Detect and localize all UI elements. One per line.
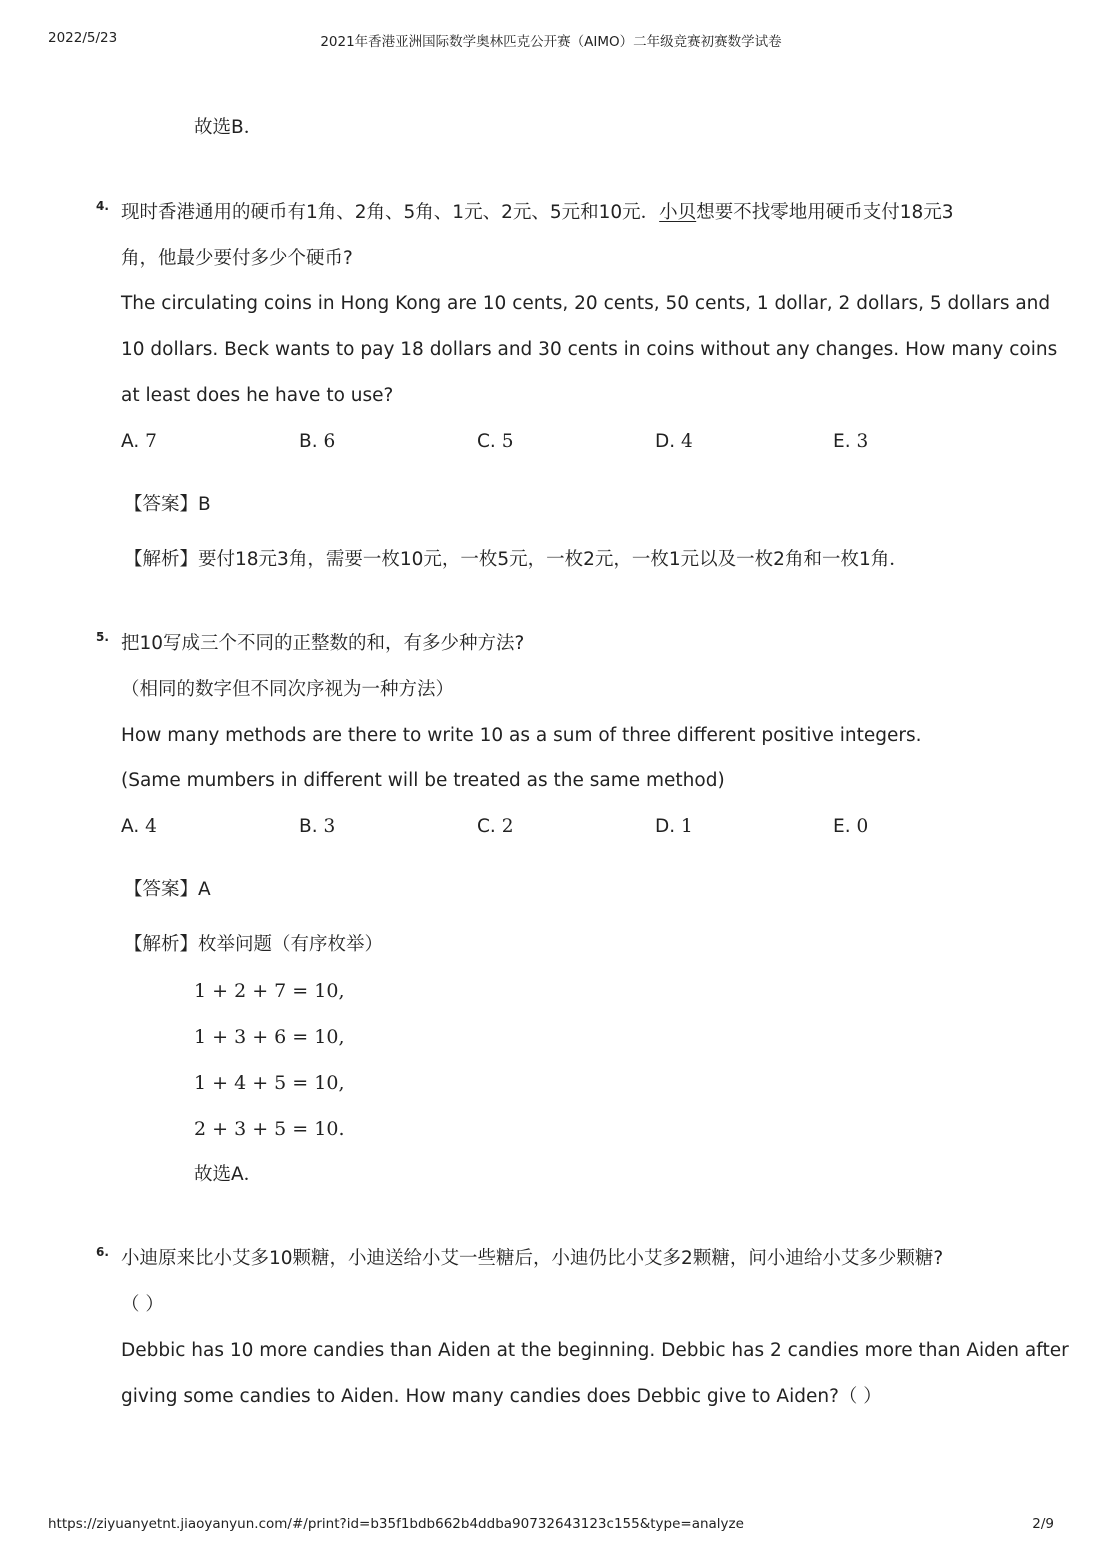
q5-en-line2: (Same mumbers in different will be treated as the same method) <box>121 770 725 791</box>
prev-conclusion: 故选B． <box>194 117 263 138</box>
q4-en-line2: 10 dollars. Beck wants to pay 18 dollars and 30 cents in coins without any changes. How many coins <box>121 339 1058 360</box>
answer-label: 【答案】 <box>124 879 199 900</box>
document-title: 2021年香港亚洲国际数学奥林匹克公开赛（AIMO）二年级竞赛初赛数学试卷 <box>320 34 782 50</box>
q4-en-line1: The circulating coins in Hong Kong are 10 cents, 20 cents, 50 cents, 1 dollar, 2 dollars, 5 dollars and <box>121 293 1051 314</box>
question-number: 6. <box>96 1245 109 1259</box>
q5-zh-line2: （相同的数字但不同次序视为一种方法） <box>121 679 455 700</box>
q6-en-line1: Debbic has 10 more candies than Aiden at the beginning. Debbic has 2 candies more than Aiden after <box>121 1340 1069 1361</box>
q4-zh-line1 <box>121 201 954 225</box>
q4-option: A. 7 <box>121 431 157 452</box>
q4-analysis <box>124 548 908 572</box>
q4-zh-line1-a: 现时香港通用的硬币有1角、2角、5角、1元、2元、5元和10元． <box>121 202 660 223</box>
equation: 1 + 4 + 5 = 10, <box>194 1072 345 1094</box>
analysis-text: 枚举问题（有序枚举） <box>198 934 384 955</box>
page-number: 2/9 <box>1032 1516 1054 1532</box>
q5-answer <box>124 878 211 902</box>
q4-option: B. 6 <box>299 431 336 452</box>
page-url: https://ziyuanyetnt.jiaoyanyun.com/#/print?id=b35f1bdb662b4ddba90732643123c155&type=analyze <box>48 1516 744 1532</box>
q4-answer <box>124 493 211 517</box>
q6-en-line2: giving some candies to Aiden. How many candies does Debbic give to Aiden?（ ） <box>121 1386 882 1407</box>
q5-option: D. 1 <box>655 816 693 837</box>
q5-en-line1: How many methods are there to write 10 as a sum of three different positive integers. <box>121 725 922 746</box>
answer-label: 【答案】 <box>124 494 199 515</box>
analysis-label: 【解析】 <box>124 549 199 570</box>
q4-zh-line1-b: 想要不找零地用硬币支付18元3 <box>696 202 954 223</box>
q5-option: E. 0 <box>833 816 869 837</box>
equation: 1 + 2 + 7 = 10, <box>194 980 345 1002</box>
q4-option: D. 4 <box>655 431 693 452</box>
answer-value: A <box>198 879 211 900</box>
print-date: 2022/5/23 <box>48 30 118 46</box>
q5-option: C. 2 <box>477 816 514 837</box>
q5-conclusion: 故选A． <box>194 1164 263 1185</box>
q4-zh-line2: 角，他最少要付多少个硬币? <box>121 248 353 269</box>
answer-value: B <box>198 494 211 515</box>
q4-option: C. 5 <box>477 431 514 452</box>
q5-analysis <box>124 933 383 957</box>
q5-option: A. 4 <box>121 816 157 837</box>
q6-zh-line2: （ ） <box>121 1294 164 1315</box>
question-number: 5. <box>96 630 109 644</box>
q4-option: E. 3 <box>833 431 869 452</box>
q5-option: B. 3 <box>299 816 336 837</box>
question-number: 4. <box>96 199 109 213</box>
equation: 2 + 3 + 5 = 10. <box>194 1118 345 1140</box>
equation: 1 + 3 + 6 = 10, <box>194 1026 345 1048</box>
q5-zh-line1: 把10写成三个不同的正整数的和，有多少种方法? <box>121 633 525 654</box>
analysis-label: 【解析】 <box>124 934 199 955</box>
q4-name-link: 小贝 <box>659 202 697 223</box>
q6-zh-line1: 小迪原来比小艾多10颗糖，小迪送给小艾一些糖后，小迪仍比小艾多2颗糖，问小迪给小艾多少颗糖? <box>121 1248 944 1269</box>
q4-en-line3: at least does he have to use? <box>121 385 394 406</box>
analysis-text: 要付18元3角，需要一枚10元，一枚5元，一枚2元，一枚1元以及一枚2角和一枚1角． <box>198 549 908 570</box>
